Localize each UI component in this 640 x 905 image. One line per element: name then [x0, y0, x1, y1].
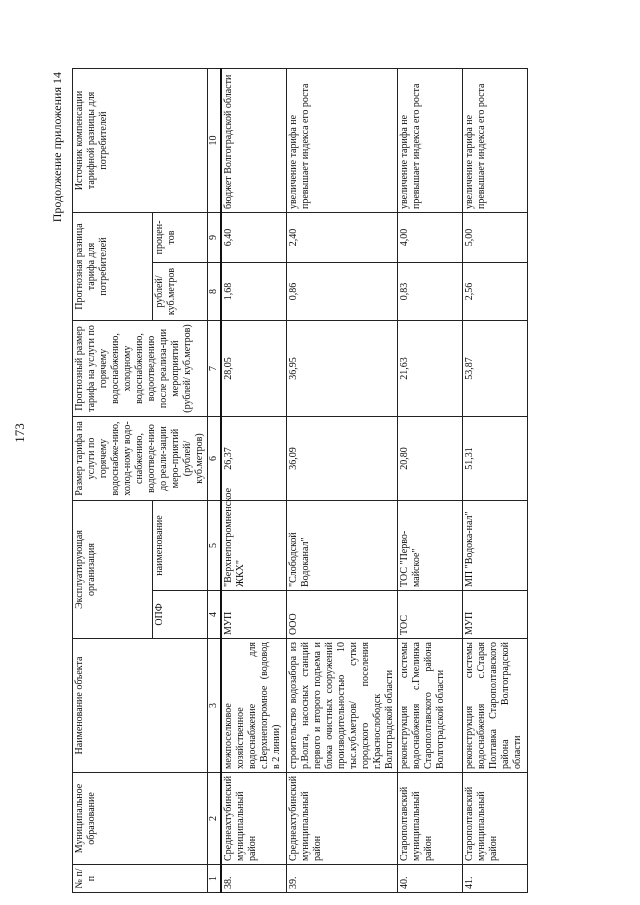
- row-diff-pct: 4,00: [398, 212, 463, 262]
- row-diff-pct: 2,40: [287, 212, 398, 262]
- column-number: 9: [208, 212, 222, 262]
- continuation-label: Продолжение приложения 14: [50, 72, 64, 223]
- header-num: № п/п: [73, 865, 208, 893]
- header-org-name: наименование: [152, 501, 207, 591]
- header-diff-rub: рублей/ куб.метров: [152, 263, 207, 321]
- column-number-row: [208, 68, 222, 892]
- table-row: [463, 68, 528, 892]
- row-source: увеличение тарифа не превышает индекса его роста: [287, 68, 398, 212]
- row-source: увеличение тарифа не превышает индекса его роста: [398, 68, 463, 212]
- row-tariff-after: 36,95: [287, 321, 398, 417]
- table-row: [398, 68, 463, 892]
- header-source: Источник компенсации тарифной разницы для потребителей: [73, 68, 208, 212]
- header-operator: Эксплуатирующая организация: [73, 501, 153, 639]
- row-opf: МУП: [221, 591, 287, 639]
- row-num: 38.: [221, 865, 287, 893]
- column-number: 7: [208, 321, 222, 417]
- row-opf: МУП: [463, 591, 528, 639]
- row-opf: ТОС: [398, 591, 463, 639]
- row-tariff-before: 51,31: [463, 417, 528, 501]
- header-tariff-before: Размер тарифа на услуги по горячему водоснабже-нию, холод-ному водо-снабжению, водоотведе-нию до реали-зации меро-приятий (рублей/ куб.метров): [73, 417, 208, 501]
- column-number: 4: [208, 591, 222, 639]
- header-diff-pct: процен-тов: [152, 212, 207, 262]
- row-diff-pct: 6,40: [221, 212, 287, 262]
- row-source: бюджет Волгоградской области: [221, 68, 287, 212]
- row-municipality: Среднеахтубинский муниципальный район: [221, 773, 287, 865]
- row-diff-rub: 2,56: [463, 263, 528, 321]
- header-tariff-after: Прогнозный размер тарифа на услуги по горячему водоснабжению, холодному водоснабжению, водоотведению после реализа-ции мероприятий (рублей/ куб.метров): [73, 321, 208, 417]
- header-forecast-diff: Прогнозная разница тарифа для потребителей: [73, 212, 153, 320]
- row-object: межпоселковое хозяйственное водоснабжение для с.Верхнепогромное (водовод в 2 линии): [221, 639, 287, 773]
- row-tariff-after: 28,05: [221, 321, 287, 417]
- row-org-name: ТОС "Перво-майское": [398, 501, 463, 591]
- row-tariff-before: 26,37: [221, 417, 287, 501]
- row-municipality: Старополтавский муниципальный район: [463, 773, 528, 865]
- row-num: 41.: [463, 865, 528, 893]
- column-number: 3: [208, 639, 222, 773]
- header-object: Наименование объекта: [73, 639, 208, 773]
- row-tariff-after: 53,87: [463, 321, 528, 417]
- page-number: 173: [12, 423, 27, 443]
- row-diff-rub: 0,86: [287, 263, 398, 321]
- row-diff-pct: 5,00: [463, 212, 528, 262]
- table-row: [287, 68, 398, 892]
- row-municipality: Среднеахтубинский муниципальный район: [287, 773, 398, 865]
- column-number: 8: [208, 263, 222, 321]
- column-number: 2: [208, 773, 222, 865]
- column-number: 10: [208, 68, 222, 212]
- row-tariff-after: 21,63: [398, 321, 463, 417]
- header-municipality: Муниципальное образование: [73, 773, 208, 865]
- row-tariff-before: 36,09: [287, 417, 398, 501]
- row-opf: ООО: [287, 591, 398, 639]
- header-row: [73, 68, 153, 892]
- row-diff-rub: 1,68: [221, 263, 287, 321]
- header-opf: ОПФ: [152, 591, 207, 639]
- table-row: [221, 68, 287, 892]
- column-number: 5: [208, 501, 222, 591]
- row-org-name: "Верхнепогромненское ЖКХ": [221, 501, 287, 591]
- row-diff-rub: 0,83: [398, 263, 463, 321]
- row-object: реконструкция системы водоснабжения с.Старая Полтавка Старополтавского района Волгоградской области: [463, 639, 528, 773]
- row-num: 39.: [287, 865, 398, 893]
- row-object: строительство водозабора из р.Волга, насосных станций первого и второго подъема и блока очистных сооружений производительностью 10 тыс.куб.метров/ сутки городского поселения г.Краснослободск Волгоградской области: [287, 639, 398, 773]
- row-num: 40.: [398, 865, 463, 893]
- column-number: 6: [208, 417, 222, 501]
- row-source: увеличение тарифа не превышает индекса его роста: [463, 68, 528, 212]
- row-org-name: МП "Водока-нал": [463, 501, 528, 591]
- row-object: реконструкция системы водоснабжения с.Гмелинка Старополтавского района Волгоградской области: [398, 639, 463, 773]
- row-municipality: Старополтавский муниципальный район: [398, 773, 463, 865]
- row-org-name: "Слободской Водоканал": [287, 501, 398, 591]
- row-tariff-before: 20,80: [398, 417, 463, 501]
- tariff-table: [72, 68, 528, 893]
- column-number: 1: [208, 865, 222, 893]
